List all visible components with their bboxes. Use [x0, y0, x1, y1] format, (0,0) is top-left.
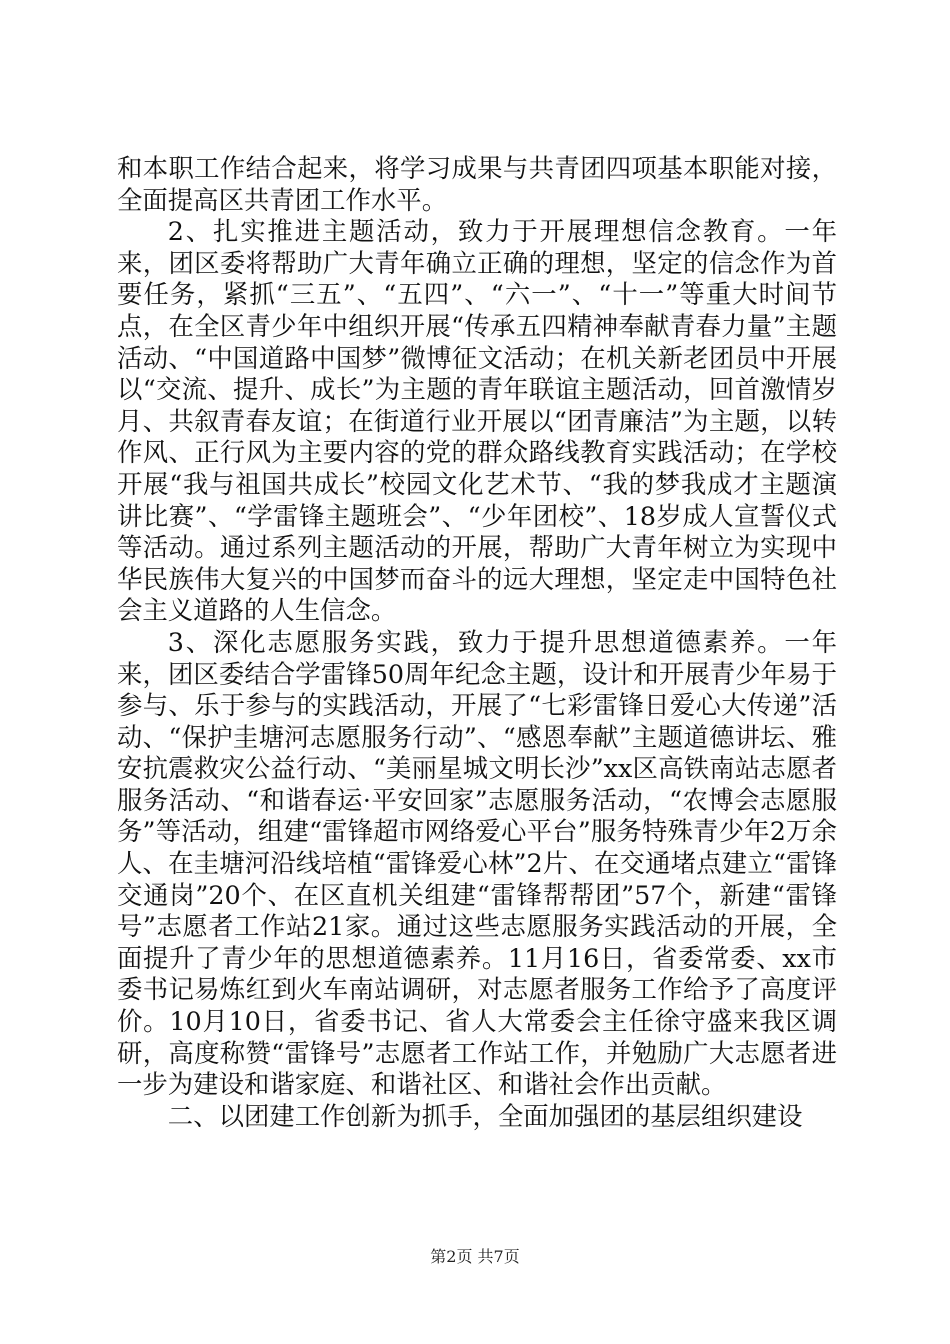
paragraph-volunteer-service: 3、深化志愿服务实践，致力于提升思想道德素养。一年来，团区委结合学雷锋50周年纪念主题，设计和开展青少年易于参与、乐于参与的实践活动，开展了“七彩雷锋日爱心大传递”活动、“保护圭塘河志愿服务行动”、“感恩奉献”主题道德讲坛、雅安抗震救灾公益行动、“美丽星城文明长沙”xx区高铁南站志愿者服务活动、“和谐春运·平安回家”志愿服务活动，“农博会志愿服务”等活动，组建“雷锋超市网络爱心平台”服务特殊青少年2万余人、在圭塘河沿线培植“雷锋爱心林”2片、在交通堵点建立“雷锋交通岗”20个、在区直机关组建“雷锋帮帮团”57个，新建“雷锋号”志愿者工作站21家。通过这些志愿服务实践活动的开展，全面提升了青少年的思想道德素养。11月16日，省委常委、xx市委书记易炼红到火车南站调研，对志愿者服务工作给予了高度评价。10月10日，省委书记、省人大常委会主任徐守盛来我区调研，高度称赞“雷锋号”志愿者工作站工作，并勉励广大志愿者进一步为建设和谐家庭、和谐社区、和谐社会作出贡献。 — [117, 626, 837, 1100]
paragraph-theme-activities: 2、扎实推进主题活动，致力于开展理想信念教育。一年来，团区委将帮助广大青年确立正确的理想，坚定的信念作为首要任务，紧抓“三五”、“五四”、“六一”、“十一”等重大时间节点，在全区青少年中组织开展“传承五四精神奉献青春力量”主题活动、“中国道路中国梦”微博征文活动；在机关新老团员中开展以“交流、提升、成长”为主题的青年联谊主题活动，回首激情岁月、共叙青春友谊；在街道行业开展以“团青廉洁”为主题，以转作风、正行风为主要内容的党的群众路线教育实践活动；在学校开展“我与祖国共成长”校园文化艺术节、“我的梦我成才主题演讲比赛”、“学雷锋主题班会”、“少年团校”、18岁成人宣誓仪式等活动。通过系列主题活动的开展，帮助广大青年树立为实现中华民族伟大复兴的中国梦而奋斗的远大理想，坚定走中国特色社会主义道路的人生信念。 — [117, 216, 837, 626]
paragraph-continuation: 和本职工作结合起来，将学习成果与共青团四项基本职能对接，全面提高区共青团工作水平。 — [117, 153, 837, 215]
section-heading-two: 二、以团建工作创新为抓手，全面加强团的基层组织建设 — [167, 1100, 803, 1131]
page-footer: 第2页 共7页 — [430, 1247, 520, 1266]
document-body — [117, 153, 837, 1132]
